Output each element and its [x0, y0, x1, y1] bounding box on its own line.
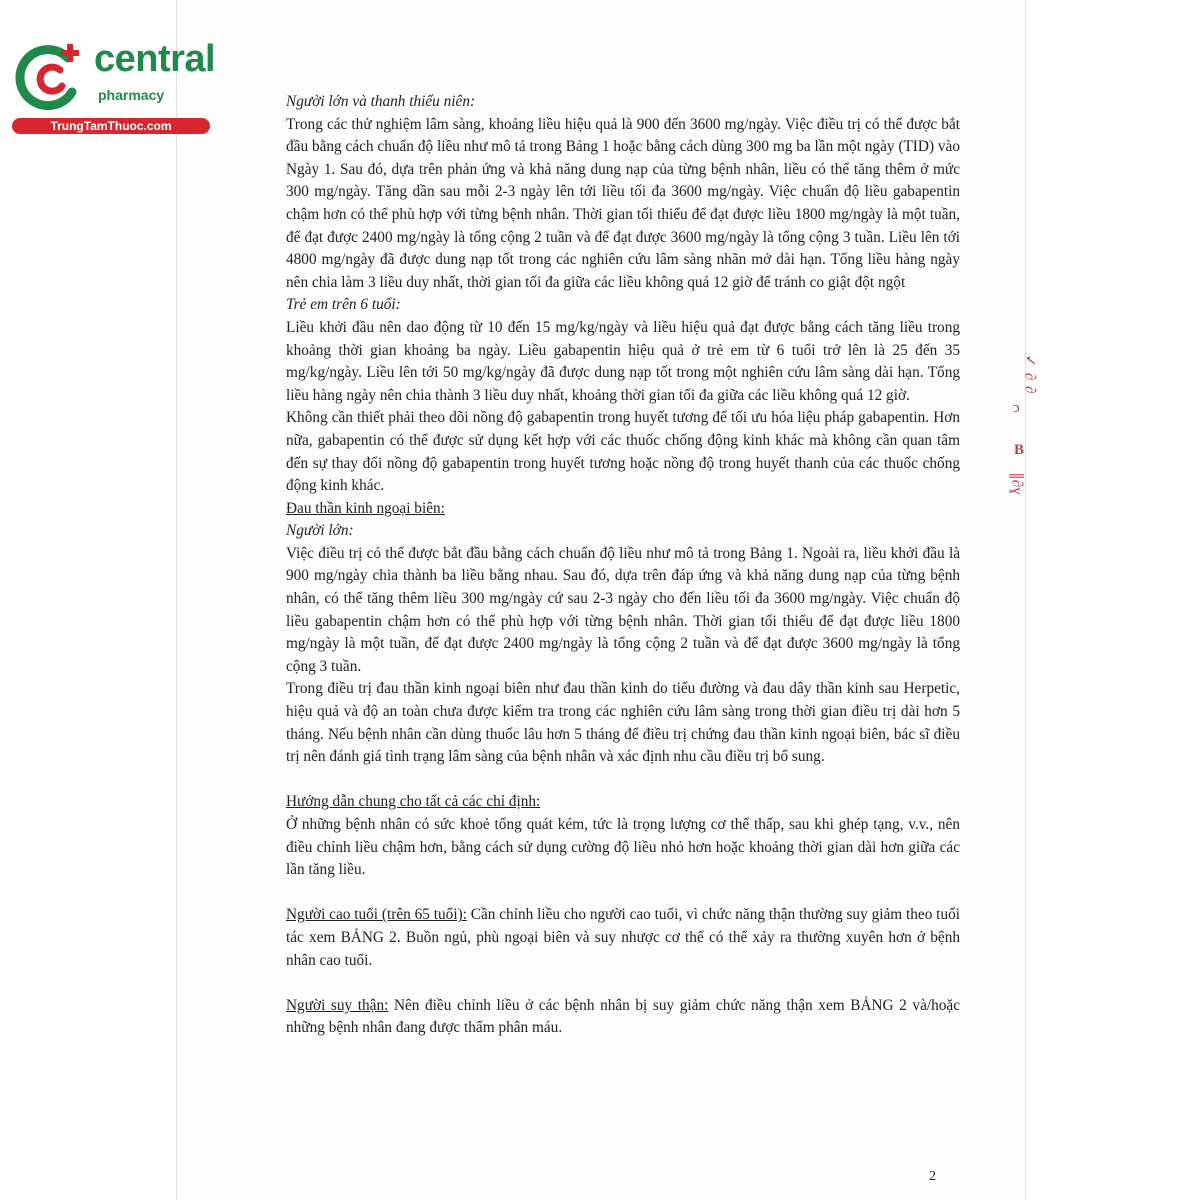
margin-stamp-mark: B	[1014, 442, 1025, 458]
text-renal: Nên điều chỉnh liều ở các bệnh nhân bị suy giảm chức năng thận xem BẢNG 2 và/hoặc những bệnh nhân đang được thẩm phân máu.	[286, 996, 960, 1037]
heading-renal: Người suy thận:	[286, 996, 389, 1014]
paragraph-children-dosing: Liều khởi đầu nên dao động từ 10 đến 15 mg/kg/ngày và liều hiệu quả đạt được bằng cách tăng liều trong khoảng thời gian khoảng ba ngày. Liều gabapentin hiệu quả ở trẻ em từ 6 tuổi trở lên là 25 đến 35 mg/kg/ngày. Liều lên tới 50 mg/kg/ngày đã được dung nạp tốt trong một nghiên cứu lâm sàng dài hạn. Tổng liều hàng ngày nên chia thành 3 liều duy nhất, khoảng thời gian tối đa giữa các liều không quá 12 giờ.	[286, 318, 960, 404]
section-heading-children: Trẻ em trên 6 tuổi:	[286, 296, 401, 314]
paragraph-neuropathic-dosing: Việc điều trị có thể được bắt đầu bằng cách chuẩn độ liều như mô tả trong Bảng 1. Ngoài ra, liều khởi đầu là 900 mg/ngày chia thành ba liều bằng nhau. Sau đó, dựa trên đáp ứng và khả năng dung nạp của từng bệnh nhân, có thể tăng thêm liều 300 mg/ngày cứ sau 2-3 ngày cho đến liều tối đa 3600 mg/ngày. Việc chuẩn độ liều gabapentin chậm hơn có thể phù hợp với từng bệnh nhân. Thời gian tối thiểu để đạt được liều 1800 mg/ngày là một tuần, để đạt được 2400 mg/ngày là tổng cộng 2 tuần và để đạt được 3600 mg/ngày là tổng cộng 3 tuần.	[286, 544, 960, 675]
logo-website-banner: TrungTamThuoc.com	[12, 118, 210, 134]
page-number: 2	[929, 1169, 936, 1184]
paragraph-neuropathic-duration: Trong điều trị đau thần kinh ngoại biên như đau thần kinh do tiểu đường và đau dây thần kinh sau Herpetic, hiệu quả và độ an toàn chưa được kiểm tra trong các nghiên cứu lâm sàng trong thời gian điều trị dài hơn 5 tháng. Nếu bệnh nhân cần dùng thuốc lâu hơn 5 tháng để điều trị chứng đau thần kinh ngoại biên, bác sĩ điều trị nên đánh giá tình trạng lâm sàng của bệnh nhân và xác định nhu cầu điều trị bổ sung.	[286, 680, 960, 766]
paragraph-renal	[286, 995, 960, 1040]
paragraph-adult-dosing: Trong các thử nghiệm lâm sàng, khoảng liều hiệu quả là 900 đến 3600 mg/ngày. Việc điều trị có thể được bắt đầu bằng cách chuẩn độ liều như mô tả trong Bảng 1 hoặc bằng cách dùng 300 mg ba lần một ngày (TID) vào Ngày 1. Sau đó, dựa trên phản ứng và khả năng dung nạp của từng bệnh nhân, liều có thể tăng thêm ở mức 300 mg/ngày. Tăng dần sau mỗi 2-3 ngày lên tới liều tối đa 3600 mg/ngày. Việc chuẩn độ liều gabapentin chậm hơn có thể phù hợp với từng bệnh nhân. Thời gian tối thiểu để đạt được liều 1800 mg/ngày là một tuần, để đạt được 2400 mg/ngày là tổng cộng 2 tuần và để đạt được 3600 mg/ngày là tổng cộng 3 tuần. Liều lên tới 4800 mg/ngày đã được dung nạp tốt trong các nghiên cứu lâm sàng nhãn mở dài hạn. Tổng liều hàng ngày nên chia làm 3 liều duy nhất, thời gian tối đa giữa các liều không quá 12 giờ để tránh co giật đột ngột	[286, 115, 960, 291]
paragraph-general-guidance: Ở những bệnh nhân có sức khoẻ tổng quát kém, tức là trọng lượng cơ thể thấp, sau khi ghép tạng, v.v., nên điều chỉnh liều chậm hơn, bằng cách sử dụng cường độ liều nhỏ hơn hoặc khoảng thời gian dài hơn giữa các lần tăng liều.	[286, 816, 960, 879]
section-heading-adult: Người lớn:	[286, 522, 354, 540]
margin-stamp-mark: ↄ	[1013, 400, 1020, 416]
pharmacy-logo-icon	[12, 40, 88, 116]
logo-brand-name: central	[94, 38, 216, 80]
logo-brand-subtitle: pharmacy	[98, 87, 165, 103]
section-heading-peripheral-neuropathic-pain: Đau thần kinh ngoại biên:	[286, 499, 445, 517]
central-pharmacy-logo[interactable]	[8, 38, 218, 138]
paragraph-elderly	[286, 904, 960, 972]
text-elderly: Cần chỉnh liều cho người cao tuổi, vì chức năng thận thường suy giảm theo tuổi tác xem BẢNG 2. Buồn ngủ, phù ngoại biên và suy nhược cơ thể có thể xảy ra thường xuyên hơn ở bệnh nhân cao tuổi.	[286, 906, 960, 969]
document-body	[286, 91, 960, 1040]
paragraph-monitoring: Không cần thiết phải theo dõi nồng độ gabapentin trong huyết tương để tối ưu hóa liệu pháp gabapentin. Hơn nữa, gabapentin có thể được sử dụng kết hợp với các thuốc chống động kinh khác mà không cần quan tâm đến sự thay đổi nồng độ gabapentin trong huyết tương hoặc nồng độ trong huyết thanh của các thuốc chống động kinh khác.	[286, 409, 960, 495]
margin-stamp-mark: ∥∂ɣ	[1008, 472, 1025, 495]
section-heading-adult-teen: Người lớn và thanh thiếu niên:	[286, 93, 476, 110]
heading-elderly: Người cao tuổi (trên 65 tuổi):	[286, 906, 467, 924]
section-heading-general-guidance: Hướng dẫn chung cho tất cả các chỉ định:	[286, 793, 541, 811]
margin-stamp-mark: ✓ ∂ ∂	[1021, 354, 1038, 395]
